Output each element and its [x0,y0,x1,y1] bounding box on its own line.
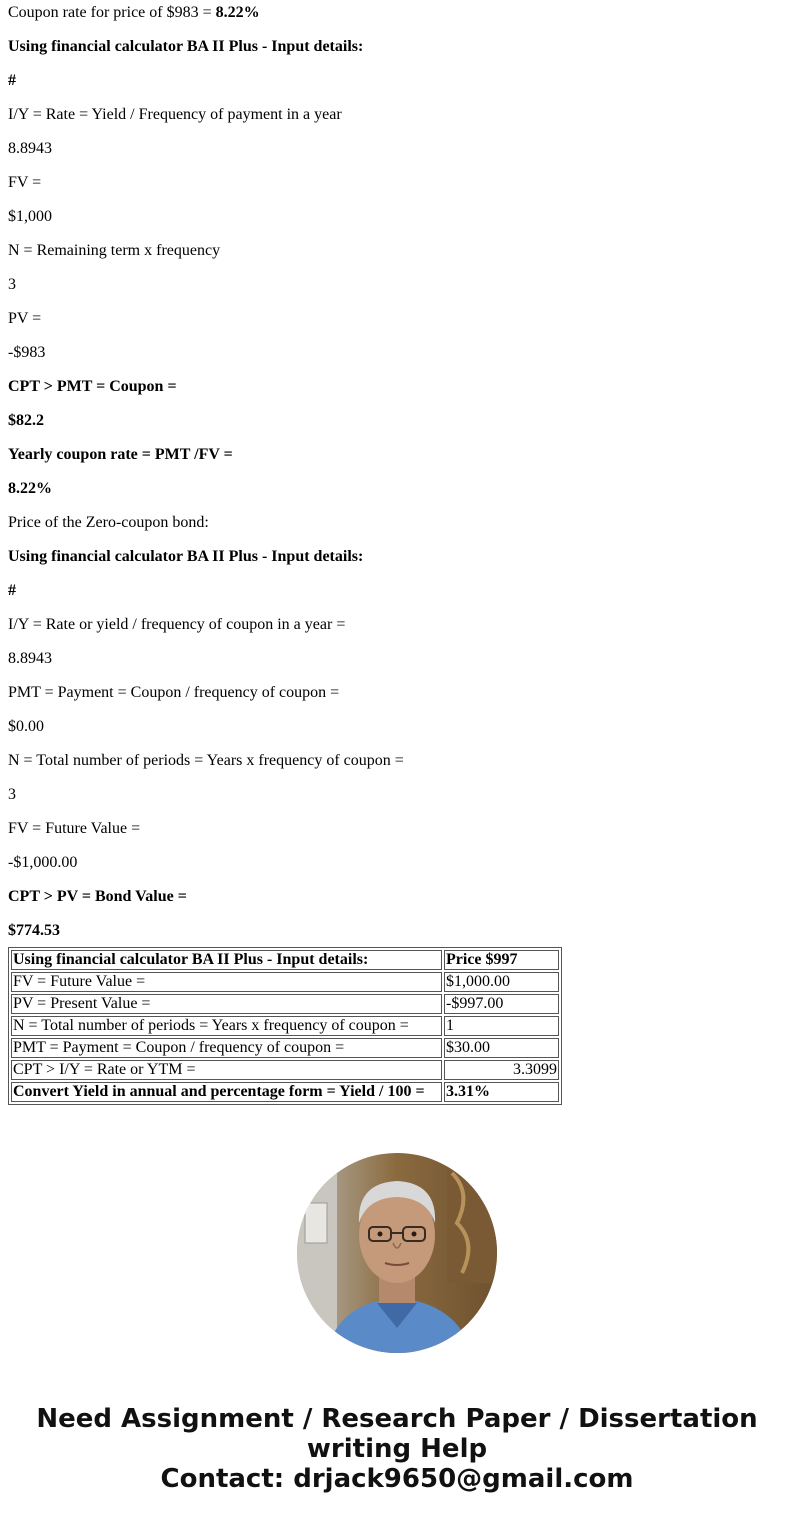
zero-line: $774.53 [8,922,60,939]
avatar-portrait [297,1153,497,1353]
help-banner-contact: Contact: drjack9650@gmail.com [160,1464,634,1494]
table-row-label: PV = Present Value = [11,994,442,1014]
table-row-value: $30.00 [444,1038,559,1058]
table-row-label: N = Total number of periods = Years x frequency of coupon = [11,1016,442,1036]
coupon-line: 8.8943 [8,140,52,157]
coupon-calc-lines [8,106,786,514]
table-row [11,1082,559,1102]
table-header-row [11,950,559,970]
help-banner-line-2: writing Help [306,1434,488,1464]
table-header-value: Price $997 [444,950,559,970]
coupon-line: -$983 [8,344,46,361]
zero-line: CPT > PV = Bond Value = [8,888,187,905]
table-row-label: PMT = Payment = Coupon / frequency of coupon = [11,1038,442,1058]
help-banner [0,1404,794,1494]
table-row [11,1038,559,1058]
zero-line: -$1,000.00 [8,854,78,871]
table-row [11,994,559,1014]
coupon-line: $1,000 [8,208,52,225]
zero-line: N = Total number of periods = Years x frequency of coupon = [8,752,404,769]
author-avatar [297,1153,497,1353]
table-row [11,1060,559,1080]
coupon-calc-heading: Using financial calculator BA II Plus - Input details: [8,38,364,55]
table-row-value: 1 [444,1016,559,1036]
zero-calc-heading: Using financial calculator BA II Plus - Input details: [8,548,364,565]
zero-line: I/Y = Rate or yield / frequency of coupon in a year = [8,616,346,633]
coupon-line: CPT > PMT = Coupon = [8,378,177,395]
coupon-calc-hash: # [8,72,16,89]
ytm-calc-table [8,947,562,1105]
coupon-line: N = Remaining term x frequency [8,242,221,259]
table-header-label: Using financial calculator BA II Plus - Input details: [11,950,442,970]
zero-calc-lines [8,616,786,940]
zero-line: 8.8943 [8,650,52,667]
table-row-label: Convert Yield in annual and percentage form = Yield / 100 = [11,1082,442,1102]
coupon-rate-intro-value: 8.22% [215,4,260,21]
zero-coupon-title: Price of the Zero-coupon bond: [8,514,209,531]
coupon-line: Yearly coupon rate = PMT /FV = [8,446,233,463]
coupon-rate-intro-text: Coupon rate for price of $983 = [8,4,216,21]
zero-line: PMT = Payment = Coupon / frequency of coupon = [8,684,340,701]
zero-calc-hash: # [8,582,16,599]
table-row-value: 3.3099 [444,1060,559,1080]
coupon-rate-intro [8,4,786,38]
coupon-line: 8.22% [8,480,52,497]
zero-line: $0.00 [8,718,44,735]
help-banner-line-1: Need Assignment / Research Paper / Dissertation [36,1404,758,1434]
coupon-line: I/Y = Rate = Yield / Frequency of payment in a year [8,106,342,123]
zero-line: FV = Future Value = [8,820,141,837]
coupon-line: 3 [8,276,16,293]
coupon-line: $82.2 [8,412,44,429]
zero-line: 3 [8,786,16,803]
table-row [11,972,559,992]
table-row-value: -$997.00 [444,994,559,1014]
coupon-line: FV = [8,174,42,191]
table-row-value: $1,000.00 [444,972,559,992]
table-row [11,1016,559,1036]
table-row-label: CPT > I/Y = Rate or YTM = [11,1060,442,1080]
table-row-value: 3.31% [444,1082,559,1102]
table-row-label: FV = Future Value = [11,972,442,992]
coupon-line: PV = [8,310,42,327]
